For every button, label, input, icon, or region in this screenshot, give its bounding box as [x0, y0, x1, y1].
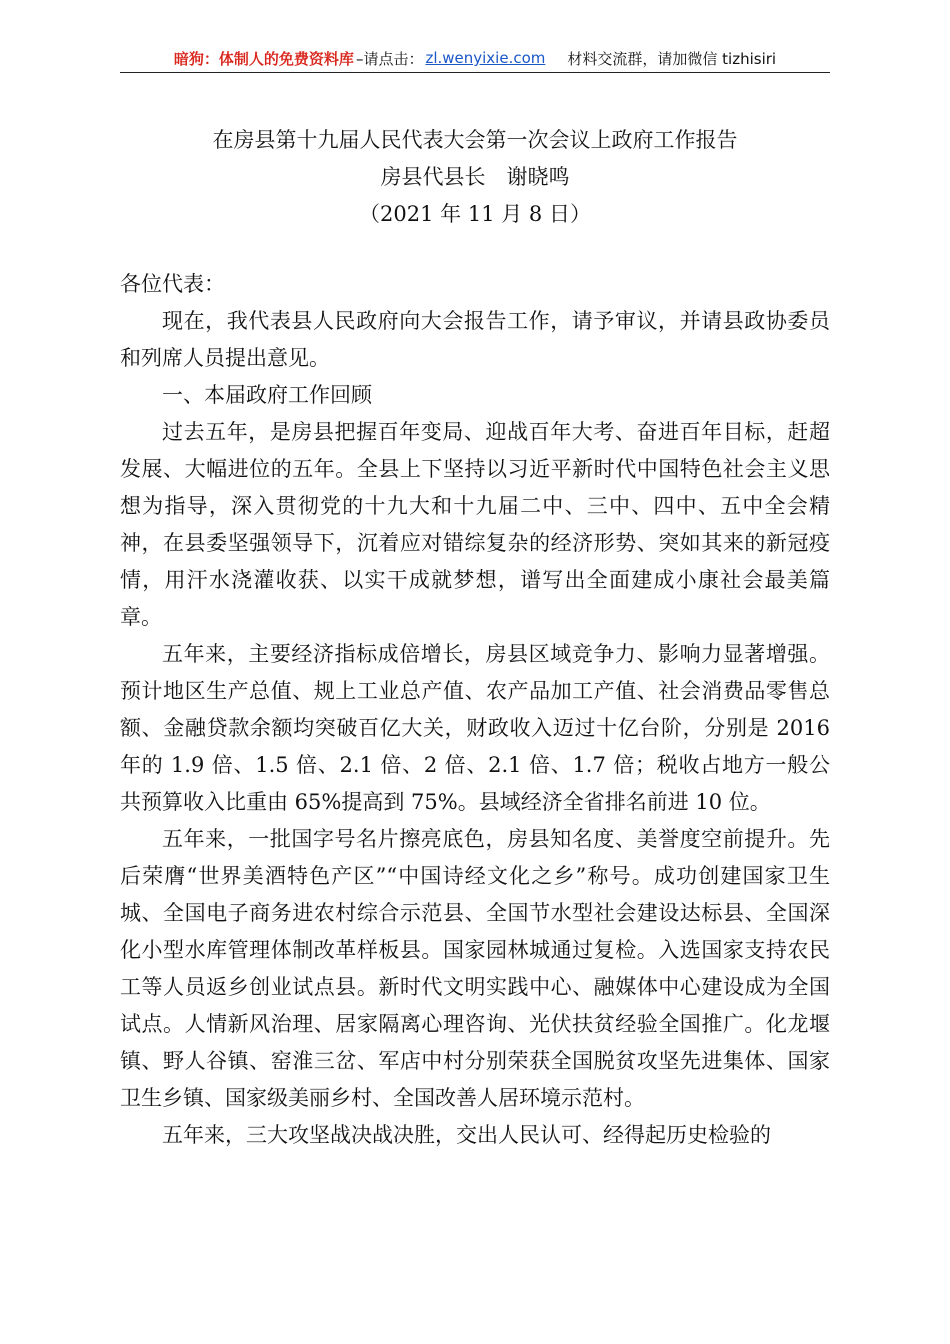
header-group-note: 材料交流群，请加微信 tizhisiri	[567, 49, 777, 68]
page-header	[120, 44, 830, 72]
document-title-block	[120, 122, 830, 233]
salutation: 各位代表：	[120, 272, 225, 296]
header-divider	[120, 72, 830, 73]
body-paragraph: 五年来，一批国字号名片擦亮底色，房县知名度、美誉度空前提升。先后荣膺“世界美酒特色产区”“中国诗经文化之乡”称号。成功创建国家卫生城、全国电子商务进农村综合示范县、全国节水型社会建设达标县、全国深化小型水库管理体制改革样板县。国家园林城通过复检。入选国家支持农民工等人员返乡创业试点县。新时代文明实践中心、融媒体中心建设成为全国试点。人情新风治理、居家隔离心理咨询、光伏扶贫经验全国推广。化龙堰镇、野人谷镇、窑淮三岔、军店中村分别荣获全国脱贫攻坚先进集体、国家卫生乡镇、国家级美丽乡村、全国改善人居环境示范村。	[120, 827, 830, 1110]
document-body	[120, 266, 830, 1154]
header-prompt: –请点击：	[355, 49, 424, 68]
header-brand: 暗狗：体制人的免费资料库	[173, 49, 354, 68]
body-paragraph: 过去五年，是房县把握百年变局、迎战百年大考、奋进百年目标，赶超发展、大幅进位的五年。全县上下坚持以习近平新时代中国特色社会主义思想为指导，深入贯彻党的十九大和十九届二中、三中、四中、五中全会精神，在县委坚强领导下，沉着应对错综复杂的经济形势、突如其来的新冠疫情，用汗水浇灌收获、以实干成就梦想，谱写出全面建成小康社会最美篇章。	[120, 420, 830, 629]
section-heading: 一、本届政府工作回顾	[162, 383, 372, 407]
body-paragraph: 五年来，三大攻坚战决战决胜，交出人民认可、经得起历史检验的	[162, 1123, 771, 1147]
document-author: 房县代县长 谢晓鸣	[380, 165, 570, 189]
document-date: （2021 年 11 月 8 日）	[359, 202, 591, 226]
body-paragraph: 现在，我代表县人民政府向大会报告工作，请予审议，并请县政协委员和列席人员提出意见。	[120, 309, 830, 370]
header-link[interactable]: zl.wenyixie.com	[425, 49, 546, 67]
document-title: 在房县第十九届人民代表大会第一次会议上政府工作报告	[212, 128, 738, 152]
body-paragraph: 五年来，主要经济指标成倍增长，房县区域竞争力、影响力显著增强。预计地区生产总值、规上工业总产值、农产品加工产值、社会消费品零售总额、金融贷款余额均突破百亿大关，财政收入迈过十亿台阶，分别是 2016 年的 1.9 倍、1.5 倍、2.1 倍、2 倍、2.1 倍、1.7 倍；税收占地方一般公共预算收入比重由 65%提高到 75%。县域经济全省排名前进 10 位。	[120, 642, 830, 814]
